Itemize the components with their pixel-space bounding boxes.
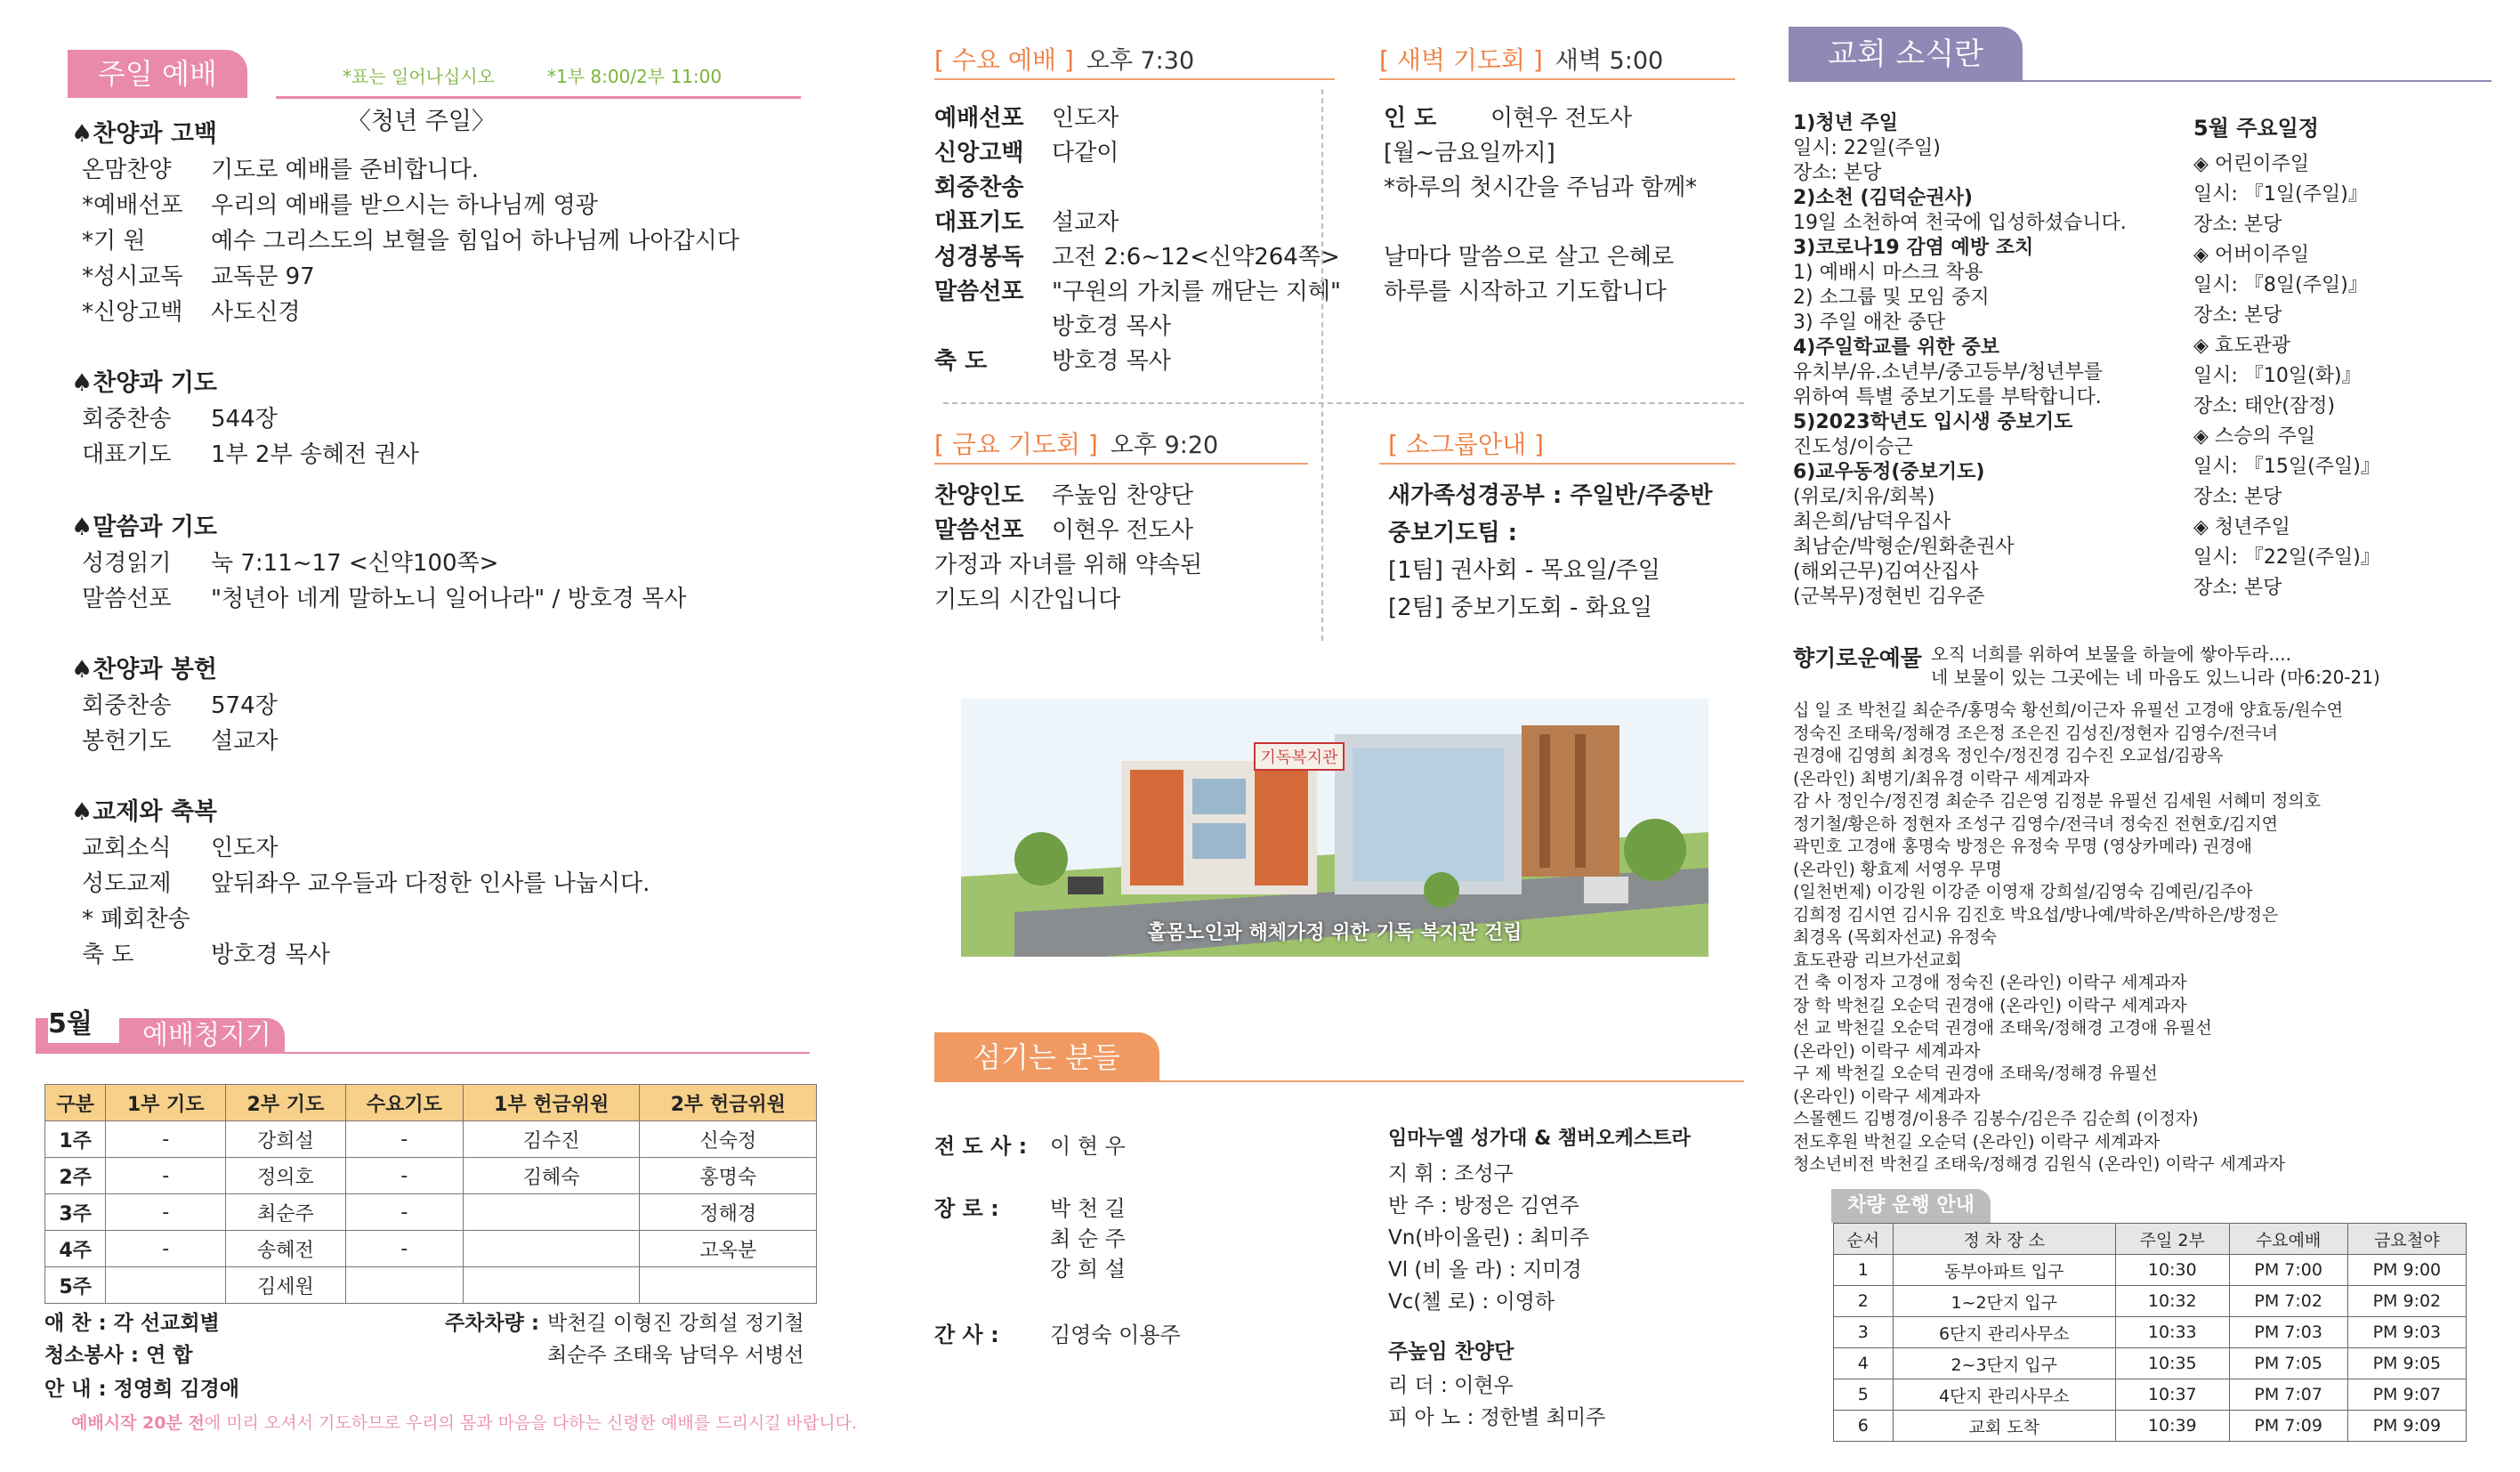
server-value: 강 희 설 bbox=[1050, 1257, 1126, 1282]
table-cell: PM 7:05 bbox=[2229, 1348, 2347, 1379]
wed-header: [ 수요 예배 ] 오후 7:30 bbox=[934, 45, 1195, 75]
order-row bbox=[82, 400, 278, 433]
table-header: 주일 2부 bbox=[2115, 1224, 2229, 1255]
order-label: 회중찬송 bbox=[82, 406, 172, 433]
wed-value: "구원의 가치를 깨닫는 지혜" bbox=[1052, 279, 1341, 305]
order-label: 회중찬송 bbox=[82, 692, 172, 719]
order-label: *성시교독 bbox=[82, 263, 183, 290]
table-cell: PM 9:02 bbox=[2347, 1286, 2466, 1317]
table-cell: 10:39 bbox=[2115, 1411, 2229, 1442]
wed-label: 말씀선포 bbox=[934, 279, 1024, 305]
wed-label: 성경봉독 bbox=[934, 244, 1024, 271]
table-cell: 6 bbox=[1834, 1411, 1894, 1442]
smallgroup-line3: [1팀] 권사회 - 목요일/주일 bbox=[1388, 557, 1660, 584]
news-item: 1)청년 주일 bbox=[1793, 112, 1899, 134]
may-item: 장소: 본당 bbox=[2193, 304, 2282, 327]
guide-info: 안 내 : 정영희 김경애 bbox=[44, 1378, 239, 1401]
choir-row: Vn(바이올린) : 최미주 bbox=[1388, 1226, 1590, 1250]
table-cell: 10:33 bbox=[2115, 1317, 2229, 1348]
server-label: 장 로 : bbox=[934, 1196, 999, 1221]
table-cell: - bbox=[345, 1231, 463, 1267]
table-cell: 교회 도착 bbox=[1893, 1411, 2115, 1442]
building-sign: 기독복지관 bbox=[1260, 748, 1338, 767]
order-value: "청년아 네게 말하노니 일어나라" / 방호경 목사 bbox=[211, 586, 687, 612]
may-item: ◈ 어린이주일 bbox=[2193, 153, 2310, 175]
parking-line1: 박천길 이형진 강희설 정기철 bbox=[547, 1312, 804, 1335]
sunday-title: 주일 예배 bbox=[68, 50, 247, 98]
table-cell: 동부아파트 입구 bbox=[1893, 1255, 2115, 1286]
smallgroup-line4: [2팀] 중보기도회 - 화요일 bbox=[1388, 594, 1653, 621]
may-schedule bbox=[2193, 150, 2380, 603]
wed-label: 대표기도 bbox=[934, 209, 1024, 236]
choir-row: 반 주 : 방정은 김연주 bbox=[1388, 1194, 1579, 1217]
table-row bbox=[1834, 1286, 2467, 1317]
offering-line: 효도관광 리브가선교회 bbox=[1793, 950, 1962, 970]
table-cell: 10:32 bbox=[2115, 1286, 2229, 1317]
table-row bbox=[45, 1194, 817, 1231]
offering-line: (온라인) 이락구 세계과자 bbox=[1793, 1040, 1981, 1061]
table-row bbox=[1834, 1411, 2467, 1442]
table-row bbox=[1834, 1348, 2467, 1379]
wed-label: 예배선포 bbox=[934, 105, 1024, 132]
news-item: 3)코로나19 감염 예방 조치 bbox=[1793, 237, 2034, 259]
order-row bbox=[82, 222, 739, 255]
wed-label: 신앙고백 bbox=[934, 140, 1024, 166]
news-item: 장소: 본당 bbox=[1793, 162, 1882, 184]
dawn-motto: *하루의 첫시간을 주님과 함께* bbox=[1384, 174, 1698, 201]
table-cell: 6단지 관리사무소 bbox=[1893, 1317, 2115, 1348]
table-header: 1부 기도 bbox=[106, 1085, 226, 1121]
order-row bbox=[82, 545, 498, 578]
order-row bbox=[82, 151, 479, 184]
table-cell: - bbox=[345, 1194, 463, 1231]
table-header: 순서 bbox=[1834, 1224, 1894, 1255]
order-row bbox=[82, 723, 278, 756]
offering-line: (온라인) 이락구 세계과자 bbox=[1793, 1086, 1981, 1106]
server-value: 김영숙 이용주 bbox=[1050, 1322, 1181, 1347]
table-cell: 정해경 bbox=[640, 1194, 817, 1231]
table-header: 1부 헌금위원 bbox=[463, 1085, 640, 1121]
smallgroup-line2: 중보기도팀 : bbox=[1388, 520, 1518, 546]
news-item: (해외근무)김여산집사 bbox=[1793, 561, 1979, 583]
dawn-line2: 하루를 시작하고 기도합니다 bbox=[1384, 279, 1667, 305]
offering-line: 청소년비전 박천길 조태욱/정해경 김원식 (온라인) 이락구 세계과자 bbox=[1793, 1154, 2286, 1174]
server-value: 최 순 주 bbox=[1050, 1226, 1126, 1251]
table-cell bbox=[463, 1267, 640, 1304]
table-cell bbox=[463, 1194, 640, 1231]
wed-value: 고전 2:6~12<신약264쪽> bbox=[1052, 244, 1340, 271]
table-header: 정 차 장 소 bbox=[1893, 1224, 2115, 1255]
may-item: 장소: 본당 bbox=[2193, 577, 2282, 599]
table-cell: PM 9:00 bbox=[2347, 1255, 2466, 1286]
fri-value: 주높임 찬양단 bbox=[1052, 482, 1193, 509]
table-cell: 10:37 bbox=[2115, 1379, 2229, 1411]
may-item: 일시: 『10일(화)』 bbox=[2193, 365, 2362, 387]
offering-line: (온라인) 황효제 서영우 무명 bbox=[1793, 859, 2002, 879]
wed-row bbox=[934, 134, 1119, 167]
bus-title: 차량 운행 안내 bbox=[1831, 1189, 1991, 1223]
offering-line: 십 일 조 박천길 최순주/홍명숙 황선희/이근자 유필선 고경애 양효동/원수연 bbox=[1793, 700, 2344, 720]
news-item: 4)주일학교를 위한 중보 bbox=[1793, 336, 1999, 359]
table-header: 2부 기도 bbox=[226, 1085, 346, 1121]
offering-line: 감 사 정인수/정진경 최순주 김은영 김정분 유필선 김세원 서혜미 정의호 bbox=[1793, 791, 2322, 811]
building-image bbox=[961, 699, 1708, 957]
table-cell: PM 9:03 bbox=[2347, 1317, 2466, 1348]
wed-row bbox=[934, 273, 1341, 306]
fri-header: [ 금요 기도회 ] 오후 9:20 bbox=[934, 430, 1219, 459]
band-row: 리 더 : 이현우 bbox=[1388, 1374, 1514, 1397]
news-item: 5)2023학년도 입시생 중보기도 bbox=[1793, 411, 2073, 433]
parking-line2: 최순주 조태욱 남덕우 서병선 bbox=[547, 1344, 804, 1367]
news-item: 19일 소천하여 천국에 입성하셨습니다. bbox=[1793, 212, 2127, 234]
wed-label: 회중찬송 bbox=[934, 174, 1024, 201]
schedule-header bbox=[36, 1006, 810, 1055]
schedule-title: 예배청지기 bbox=[133, 1018, 285, 1054]
offering-verse2: 네 보물이 있는 그곳에는 네 마음도 있느니라 (마6:20-21) bbox=[1931, 667, 2380, 688]
table-cell: 홍명숙 bbox=[640, 1158, 817, 1194]
section-heading: ♠찬양과 고백 bbox=[71, 120, 218, 148]
table-cell: 정의호 bbox=[226, 1158, 346, 1194]
news-item: 2) 소그룹 및 모임 중지 bbox=[1793, 287, 1990, 309]
offering-line: 선 교 박천길 오순덕 권경애 조태욱/정해경 고경애 유필선 bbox=[1793, 1018, 2212, 1038]
server-label: 간 사 : bbox=[934, 1322, 999, 1347]
may-item: 일시: 『1일(주일)』 bbox=[2193, 183, 2368, 206]
table-header: 구분 bbox=[45, 1085, 106, 1121]
band-row: 피 아 노 : 정한별 최미주 bbox=[1388, 1406, 1606, 1429]
stand-note: *표는 일어나십시오 bbox=[343, 66, 495, 87]
table-cell: - bbox=[345, 1158, 463, 1194]
order-label: * 폐회찬송 bbox=[82, 906, 190, 933]
may-item: ◈ 어버이주일 bbox=[2193, 244, 2310, 266]
servers-title: 섬기는 분들 bbox=[934, 1032, 1159, 1082]
order-row bbox=[82, 829, 278, 862]
wed-value: 방호경 목사 bbox=[1052, 313, 1171, 340]
order-value: 앞뒤좌우 교우들과 다정한 인사를 나눕시다. bbox=[211, 870, 650, 897]
time-note: *1부 8:00/2부 11:00 bbox=[547, 66, 723, 87]
schedule-month: 5월 bbox=[48, 1006, 119, 1043]
order-label: 교회소식 bbox=[82, 835, 172, 861]
wed-label: 축 도 bbox=[934, 348, 988, 375]
order-value: 예수 그리스도의 보혈을 힘입어 하나님께 나아갑시다 bbox=[211, 228, 739, 255]
order-label: *기 원 bbox=[82, 228, 146, 255]
news-item: 3) 주일 애찬 중단 bbox=[1793, 311, 1946, 334]
table-cell bbox=[345, 1267, 463, 1304]
offering-line: (온라인) 최병기/최유경 이락구 세계과자 bbox=[1793, 768, 2090, 789]
server-row bbox=[934, 1221, 1126, 1252]
weekday-column bbox=[925, 0, 1744, 1472]
table-cell: 신숙정 bbox=[640, 1121, 817, 1158]
table-cell: PM 7:09 bbox=[2229, 1411, 2347, 1442]
news-item: 최남순/박형순/원화춘권사 bbox=[1793, 536, 2015, 558]
dawn-line1: 날마다 말씀으로 살고 은혜로 bbox=[1384, 244, 1675, 271]
order-label: 봉헌기도 bbox=[82, 728, 172, 755]
image-caption: 홀몸노인과 해체가정 위한 기독 복지관 건립 bbox=[1147, 922, 1522, 944]
choir-row: 지 휘 : 조성구 bbox=[1388, 1162, 1514, 1185]
order-value: 574장 bbox=[211, 692, 278, 719]
table-cell: 3 bbox=[1834, 1317, 1894, 1348]
table-cell: 김세원 bbox=[226, 1267, 346, 1304]
offering-line: 전도후원 박천길 오순덕 (온라인) 이락구 세계과자 bbox=[1793, 1131, 2161, 1152]
table-cell: 10:35 bbox=[2115, 1348, 2229, 1379]
section-heading: ♠찬양과 기도 bbox=[71, 369, 218, 397]
order-value: 기도로 예배를 준비합니다. bbox=[211, 157, 480, 183]
wed-row bbox=[934, 239, 1340, 271]
may-item: ◈ 청년주일 bbox=[2193, 516, 2290, 538]
table-cell: PM 7:02 bbox=[2229, 1286, 2347, 1317]
offering-line: (일천번제) 이강원 이강준 이영재 강희설/김영숙 김예린/김주아 bbox=[1793, 882, 2253, 902]
table-header: 수요기도 bbox=[345, 1085, 463, 1121]
order-value: 인도자 bbox=[211, 835, 279, 861]
section-heading: ♠찬양과 봉헌 bbox=[71, 656, 218, 683]
order-label: *신앙고백 bbox=[82, 299, 183, 326]
table-row bbox=[45, 1121, 817, 1158]
server-value: 박 천 길 bbox=[1050, 1196, 1126, 1221]
offering-title: 향기로운예물 bbox=[1793, 645, 1922, 671]
table-row bbox=[1834, 1379, 2467, 1411]
cleaning-info: 청소봉사 : 연 합 bbox=[44, 1344, 193, 1367]
may-item: ◈ 스승의 주일 bbox=[2193, 425, 2316, 448]
may-item: 일시: 『15일(주일)』 bbox=[2193, 456, 2380, 478]
choir-title: 임마누엘 성가대 & 챔버오케스트라 bbox=[1388, 1128, 1691, 1150]
table-cell: 5 bbox=[1834, 1379, 1894, 1411]
offering-line: 장 학 박천길 오순덕 권경애 (온라인) 이락구 세계과자 bbox=[1793, 995, 2187, 1015]
wed-value: 방호경 목사 bbox=[1052, 348, 1171, 375]
divider bbox=[943, 402, 1744, 404]
bus-table bbox=[1833, 1223, 2467, 1442]
order-label: 대표기도 bbox=[82, 441, 172, 468]
order-value: 눅 7:11~17 <신약100쪽> bbox=[211, 550, 499, 577]
order-label: *예배선포 bbox=[82, 192, 183, 219]
news-item: 위하여 특별 중보기도를 부탁합니다. bbox=[1793, 386, 2102, 408]
table-cell: 고옥분 bbox=[640, 1231, 817, 1267]
offering-line: 정기철/황은하 정현자 조성구 김영수/전극녀 정숙진 전현호/김지연 bbox=[1793, 813, 2278, 834]
table-header: 2부 헌금위원 bbox=[640, 1085, 817, 1121]
may-item: 장소: 태안(잠정) bbox=[2193, 395, 2336, 417]
order-value: 우리의 예배를 받으시는 하나님께 영광 bbox=[211, 192, 598, 219]
order-row bbox=[82, 901, 211, 934]
table-cell: PM 9:09 bbox=[2347, 1411, 2466, 1442]
server-row bbox=[934, 1191, 1126, 1222]
may-item: 일시: 『22일(주일)』 bbox=[2193, 546, 2380, 569]
news-item: 2)소천 (김덕순권사) bbox=[1793, 187, 1973, 209]
dawn-header: [ 새벽 기도회 ] 새벽 5:00 bbox=[1379, 45, 1664, 75]
table-cell: 10:30 bbox=[2115, 1255, 2229, 1286]
table-cell: 2주 bbox=[45, 1158, 106, 1194]
table-row bbox=[45, 1231, 817, 1267]
schedule-table bbox=[44, 1084, 817, 1304]
table-row bbox=[45, 1158, 817, 1194]
band-title: 주높임 찬양단 bbox=[1388, 1340, 1514, 1363]
table-cell: 4 bbox=[1834, 1348, 1894, 1379]
fri-value: 이현우 전도사 bbox=[1052, 517, 1193, 544]
offering-line: 건 축 이정자 고경애 정숙진 (온라인) 이락구 세계과자 bbox=[1793, 973, 2187, 992]
sunday-column bbox=[36, 0, 858, 1472]
offering-line: 곽민호 고경애 홍명숙 방정은 유정숙 무명 (영상카메라) 권경애 bbox=[1793, 837, 2252, 856]
fri-label: 말씀선포 bbox=[934, 517, 1024, 544]
table-cell: 5주 bbox=[45, 1267, 106, 1304]
table-cell: 김수진 bbox=[463, 1121, 640, 1158]
order-value: 교독문 97 bbox=[211, 263, 315, 290]
table-cell: 4단지 관리사무소 bbox=[1893, 1379, 2115, 1411]
table-cell: 송혜전 bbox=[226, 1231, 346, 1267]
fri-row bbox=[934, 477, 1193, 510]
table-cell: 1 bbox=[1834, 1255, 1894, 1286]
table-cell: 강희설 bbox=[226, 1121, 346, 1158]
offering-line: 권경애 김영희 최경옥 정인수/정진경 김수진 오교섭/김광옥 bbox=[1793, 746, 2224, 765]
choir-row: Vl (비 올 라) : 지미경 bbox=[1388, 1258, 1582, 1282]
order-label: 축 도 bbox=[82, 942, 134, 968]
server-value: 이 현 우 bbox=[1050, 1134, 1126, 1159]
may-title: 5월 주요일정 bbox=[2193, 116, 2319, 141]
wed-value: 다같이 bbox=[1052, 140, 1119, 166]
table-row bbox=[1834, 1317, 2467, 1348]
news-item: 최은희/남덕우집사 bbox=[1793, 511, 1951, 533]
table-cell: PM 9:07 bbox=[2347, 1379, 2466, 1411]
table-cell bbox=[463, 1231, 640, 1267]
choir-row: Vc(첼 로) : 이영하 bbox=[1388, 1290, 1555, 1314]
order-row bbox=[82, 436, 419, 469]
server-row bbox=[934, 1317, 1181, 1348]
order-label: 온맘찬양 bbox=[82, 157, 172, 183]
table-cell: PM 9:05 bbox=[2347, 1348, 2466, 1379]
table-cell: 최순주 bbox=[226, 1194, 346, 1231]
order-row bbox=[82, 687, 278, 720]
news-item: (위로/치유/회복) bbox=[1793, 486, 1935, 508]
table-cell: - bbox=[345, 1121, 463, 1158]
dawn-leader: 인 도 이현우 전도사 bbox=[1384, 105, 1632, 132]
table-cell: PM 7:07 bbox=[2229, 1379, 2347, 1411]
sunday-theme: 〈청년 주일〉 bbox=[347, 108, 496, 135]
order-value: 방호경 목사 bbox=[211, 942, 330, 968]
news-item: 진도성/이승근 bbox=[1793, 436, 1913, 458]
wed-row bbox=[934, 204, 1119, 237]
fri-line2: 기도의 시간입니다 bbox=[934, 586, 1121, 613]
news-item: 일시: 22일(주일) bbox=[1793, 137, 1941, 159]
table-row bbox=[45, 1267, 817, 1304]
table-cell: 2~3단지 입구 bbox=[1893, 1348, 2115, 1379]
order-row bbox=[82, 865, 650, 898]
order-value: 1부 2부 송혜전 권사 bbox=[211, 441, 419, 468]
wed-row bbox=[934, 343, 1171, 376]
may-item: 장소: 본당 bbox=[2193, 214, 2282, 236]
table-cell: - bbox=[106, 1121, 226, 1158]
table-header: 금요철야 bbox=[2347, 1224, 2466, 1255]
table-cell: - bbox=[106, 1158, 226, 1194]
order-label: 성경읽기 bbox=[82, 550, 172, 577]
fri-line1: 가정과 자녀를 위해 약속된 bbox=[934, 552, 1203, 578]
news-column bbox=[1780, 0, 2492, 1472]
table-header: 수요예배 bbox=[2229, 1224, 2347, 1255]
divider bbox=[1321, 89, 1323, 641]
footer-note: 예배시작 20분 전에 미리 오셔서 기도하므로 우리의 몸과 마음을 다하는 신령한 예배를 드리시길 바랍니다. bbox=[71, 1413, 858, 1433]
offering-line: 최경옥 (목회자선교) 유정숙 bbox=[1793, 927, 1997, 947]
fri-label: 찬양인도 bbox=[934, 482, 1024, 509]
server-row bbox=[934, 1128, 1126, 1160]
section-heading: ♠말씀과 기도 bbox=[71, 514, 218, 541]
offering-verse1: 오직 너희를 위하여 보물을 하늘에 쌓아두라.... bbox=[1931, 643, 2291, 665]
section-heading: ♠교제와 축복 bbox=[71, 798, 218, 826]
wed-value: 인도자 bbox=[1052, 105, 1119, 132]
smallgroup-header: [ 소그룹안내 ] bbox=[1388, 430, 1544, 459]
news-items bbox=[1793, 111, 2127, 610]
table-cell: 4주 bbox=[45, 1231, 106, 1267]
wed-row bbox=[934, 169, 1052, 202]
may-item: 장소: 본당 bbox=[2193, 486, 2282, 508]
divider bbox=[276, 96, 801, 99]
offering-line: 김희정 김시연 김시유 김진호 박요섭/방나예/박하온/박하은/방정은 bbox=[1793, 904, 2279, 925]
fri-row bbox=[934, 512, 1193, 545]
order-label: 성도교제 bbox=[82, 870, 172, 897]
order-row bbox=[82, 187, 598, 220]
news-item: (군복무)정현빈 김우준 bbox=[1793, 586, 1985, 608]
dawn-days: [월~금요일까지] bbox=[1384, 140, 1555, 166]
server-row bbox=[934, 1251, 1126, 1282]
table-cell: 1~2단지 입구 bbox=[1893, 1286, 2115, 1317]
table-cell: 1주 bbox=[45, 1121, 106, 1158]
wed-row bbox=[934, 308, 1171, 341]
order-value: 544장 bbox=[211, 406, 278, 433]
offering-line: 정숙진 조태욱/정해경 조은정 조은진 김성진/정현자 김영수/전극녀 bbox=[1793, 723, 2278, 743]
order-row bbox=[82, 580, 686, 613]
wed-row bbox=[934, 100, 1119, 133]
news-title: 교회 소식란 bbox=[1789, 27, 2023, 82]
offering-line: 스몰헨드 김병경/이용주 김봉수/김은주 김순희 (이정자) bbox=[1793, 1109, 2199, 1128]
praise-info: 애 찬 : 각 선교회별 bbox=[44, 1312, 220, 1335]
table-cell: - bbox=[106, 1231, 226, 1267]
table-cell: 3주 bbox=[45, 1194, 106, 1231]
table-cell bbox=[106, 1267, 226, 1304]
news-item: 6)교우동정(중보기도) bbox=[1793, 461, 1985, 483]
table-cell: 2 bbox=[1834, 1286, 1894, 1317]
order-label: 말씀선포 bbox=[82, 586, 172, 612]
server-label: 전 도 사 : bbox=[934, 1134, 1028, 1159]
wed-value: 설교자 bbox=[1052, 209, 1119, 236]
table-cell: PM 7:00 bbox=[2229, 1255, 2347, 1286]
table-cell: PM 7:03 bbox=[2229, 1317, 2347, 1348]
order-row bbox=[82, 258, 315, 291]
offering-line: 구 제 박천길 오순덕 권경애 조태욱/정해경 유필선 bbox=[1793, 1064, 2158, 1083]
offering-list bbox=[1793, 700, 2343, 1177]
smallgroup-line1: 새가족성경공부 : 주일반/주중반 bbox=[1388, 482, 1713, 509]
news-item: 1) 예배시 마스크 착용 bbox=[1793, 262, 1983, 284]
table-cell: 김혜숙 bbox=[463, 1158, 640, 1194]
may-item: 일시: 『8일(주일)』 bbox=[2193, 274, 2368, 296]
table-cell bbox=[640, 1267, 817, 1304]
order-row bbox=[82, 294, 300, 327]
may-item: ◈ 효도관광 bbox=[2193, 335, 2290, 357]
news-item: 유치부/유.소년부/중고등부/청년부를 bbox=[1793, 361, 2104, 384]
table-cell: - bbox=[106, 1194, 226, 1231]
table-row bbox=[1834, 1255, 2467, 1286]
order-row bbox=[82, 936, 330, 969]
order-value: 설교자 bbox=[211, 728, 279, 755]
parking-label: 주차차량 : bbox=[445, 1312, 540, 1335]
order-value: 사도신경 bbox=[211, 299, 301, 326]
